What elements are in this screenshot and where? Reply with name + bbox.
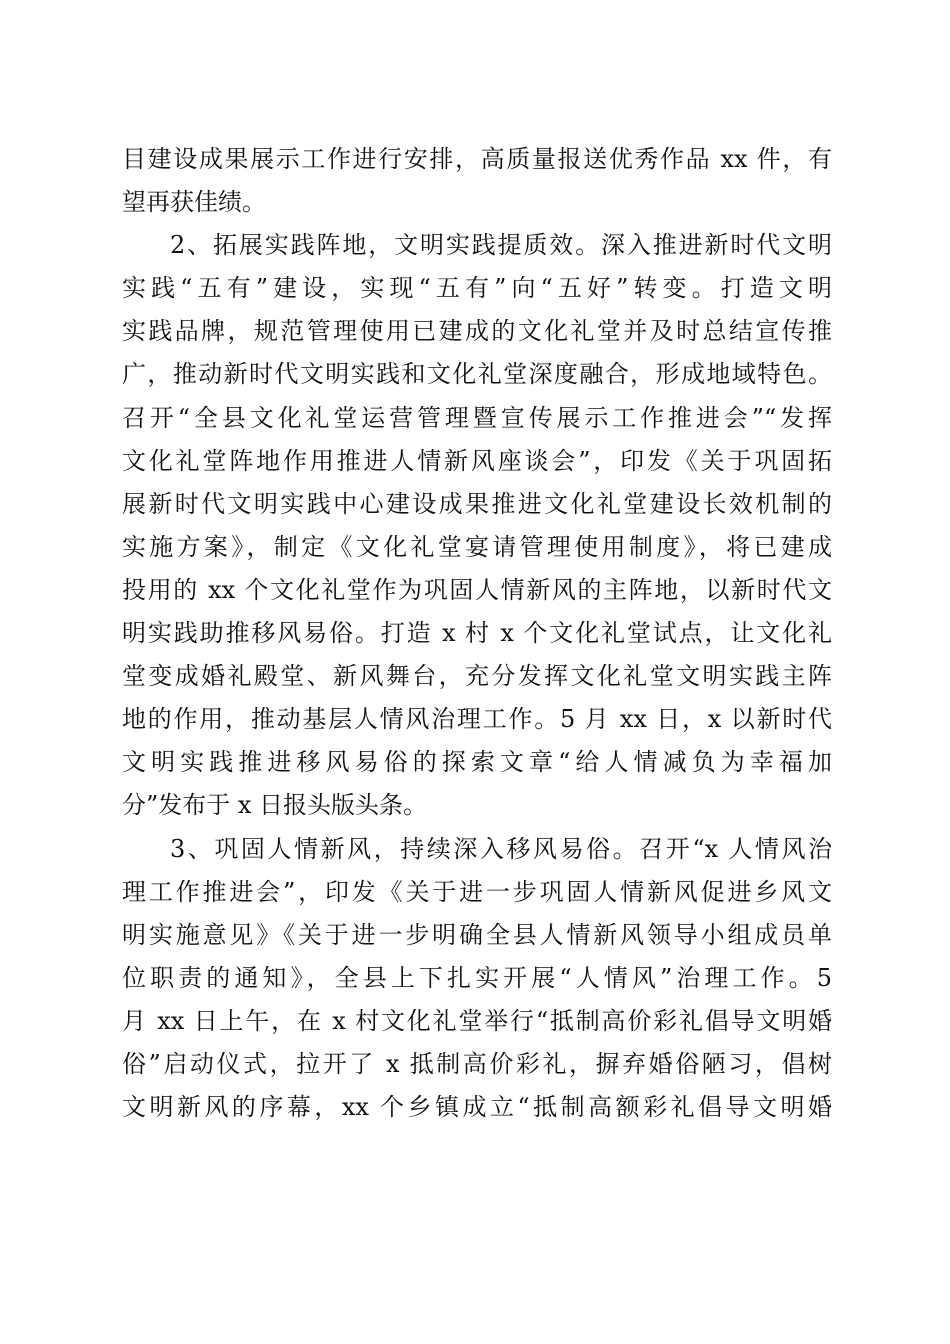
text-line: 文化礼堂阵地作用推进人情新风座谈会”，印发《关于巩固拓 — [122, 446, 832, 475]
text-line: 明实施意见》《关于进一步明确全县人情新风领导小组成员单 — [122, 920, 832, 949]
paragraph-new-customs — [122, 828, 832, 1130]
text-line: 目建设成果展示工作进行安排，高质量报送优秀作品 xx 件，有 — [122, 145, 832, 173]
paragraph-continuation — [122, 138, 832, 224]
text-line: 地的作用，推动基层人情风治理工作。5 月 xx 日，x 以新时代 — [122, 705, 832, 734]
text-line: 望再获佳绩。 — [122, 188, 266, 217]
text-line: 展新时代文明实践中心建设成果推进文化礼堂建设长效机制的 — [122, 489, 832, 518]
text-line: 月 xx 日上午，在 x 村文化礼堂举行“抵制高价彩礼倡导文明婚 — [122, 1006, 832, 1035]
text-line: 实践品牌，规范管理使用已建成的文化礼堂并及时总结宣传推 — [122, 317, 832, 346]
text-line: 3、巩固人情新风，持续深入移风易俗。召开“x 人情风治 — [170, 834, 832, 863]
text-line: 位职责的通知》，全县上下扎实开展“人情风”治理工作。5 — [122, 963, 832, 992]
text-line: 实施方案》，制定《文化礼堂宴请管理使用制度》，将已建成 — [122, 532, 832, 561]
text-line: 2、拓展实践阵地，文明实践提质效。深入推进新时代文明 — [170, 231, 832, 260]
text-line: 实践“五有”建设，实现“五有”向“五好”转变。打造文明 — [122, 274, 832, 303]
text-line: 文明新风的序幕，xx 个乡镇成立“抵制高额彩礼倡导文明婚 — [122, 1093, 832, 1122]
text-line: 广，推动新时代文明实践和文化礼堂深度融合，形成地域特色。 — [122, 360, 832, 389]
document-body — [122, 138, 832, 1129]
text-line: 堂变成婚礼殿堂、新风舞台，充分发挥文化礼堂文明实践主阵 — [122, 662, 832, 691]
text-line: 分”发布于 x 日报头版头条。 — [122, 791, 428, 820]
text-line: 召开“全县文化礼堂运营管理暨宣传展示工作推进会”“发挥 — [122, 403, 832, 432]
text-line: 投用的 xx 个文化礼堂作为巩固人情新风的主阵地，以新时代文 — [122, 575, 832, 604]
text-line: 俗”启动仪式，拉开了 x 抵制高价彩礼，摒弃婚俗陋习，倡树 — [122, 1049, 832, 1078]
text-line: 明实践助推移风易俗。打造 x 村 x 个文化礼堂试点，让文化礼 — [122, 619, 832, 648]
text-line: 文明实践推进移风易俗的探索文章“给人情减负为幸福加 — [122, 748, 832, 777]
paragraph-practice-base — [122, 224, 832, 827]
text-line: 理工作推进会”，印发《关于进一步巩固人情新风促进乡风文 — [122, 877, 832, 906]
